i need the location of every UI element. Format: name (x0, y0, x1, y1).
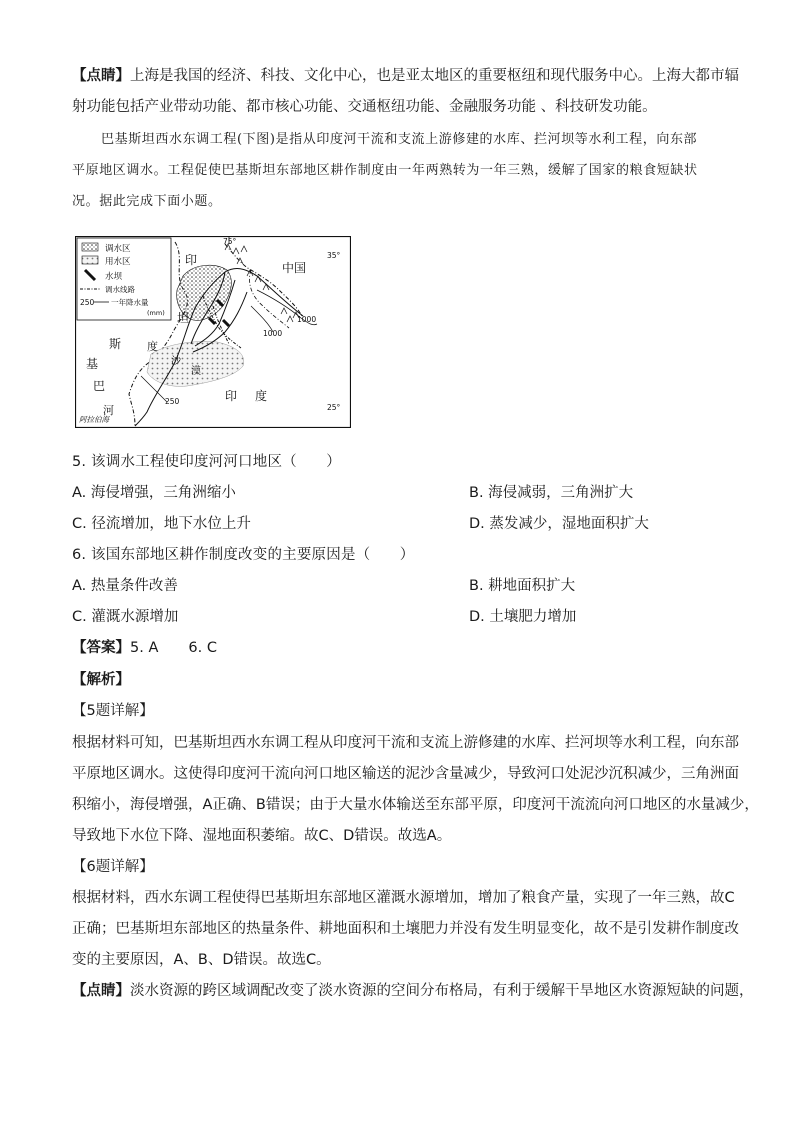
q5-option-a: A. 海侵增强，三角洲缩小 (72, 485, 236, 501)
legend-transfer-in-swatch (82, 256, 98, 264)
q6-option-a: A. 热量条件改善 (72, 578, 178, 594)
label-isohyet-1000b: 1000 (263, 329, 283, 338)
closing-tip-text: 淡水资源的跨区域调配改变了淡水资源的空间分布格局，有利于缓解干旱地区水资源短缺的问题， (130, 983, 754, 999)
tip-paragraph-line-2: 射功能包括产业带动功能、都市核心功能、交通枢纽功能、金融服务功能 、科技研发功能。 (72, 99, 657, 115)
detail6-tag: 【6题详解】 (72, 859, 154, 875)
label-pakistan-5: 巴 (93, 379, 106, 393)
q6-row-2 (72, 607, 577, 627)
q6-option-c: C. 灌溉水源增加 (72, 609, 179, 625)
detail6-line-3: 变的主要原因，A、B、D错误。故选C。 (72, 952, 331, 968)
legend-transfer-out-swatch (82, 243, 98, 251)
label-pakistan-4: 基 (86, 357, 99, 371)
legend-isohyet-label: 一年降水量 (111, 298, 149, 307)
label-china: 中国 (282, 261, 307, 275)
q6-option-b: B. 耕地面积扩大 (469, 578, 576, 594)
q5-option-d: D. 蒸发减少，湿地面积扩大 (469, 516, 649, 532)
label-pakistan-1: 印 (185, 253, 198, 267)
label-desert-2: 漠 (191, 366, 201, 377)
label-pakistan-2: 坦 (177, 311, 190, 325)
material-line-1: 巴基斯坦西水东调工程(下图)是指从印度河干流和支流上游修建的水库、拦河坝等水利工程，向东部 (101, 132, 698, 147)
detail5-line-3: 积缩小，海侵增强，A正确、B错误；由于大量水体输送至东部平原，印度河干流流向河口地区的水量减少， (72, 797, 759, 813)
legend-isohyet-unit: (mm) (147, 309, 165, 317)
material-line-2: 平原地区调水。工程促使巴基斯坦东部地区耕作制度由一年两熟转为一年三熟，缓解了国家的粮食短缺状 (72, 163, 698, 178)
answer-line (72, 638, 217, 658)
detail5-line-2: 平原地区调水。这使得印度河干流向河口地区输送的泥沙含量减少，导致河口处泥沙沉积减少，三角洲面 (72, 766, 739, 782)
legend-route: 调水线路 (105, 285, 135, 294)
material-line-3: 况。据此完成下面小题。 (72, 194, 222, 209)
detail5-tag: 【5题详解】 (72, 703, 154, 719)
q5-option-b: B. 海侵减弱，三角洲扩大 (469, 485, 634, 501)
q6-row-1 (72, 576, 576, 596)
q5-option-c: C. 径流增加，地下水位上升 (72, 516, 251, 532)
answer-6: 6. C (188, 640, 217, 656)
analysis-tag: 【解析】 (72, 672, 130, 688)
water-transfer-map (75, 236, 351, 428)
label-desert-1: 沙 (171, 356, 181, 367)
answer-tag: 【答案】 (72, 640, 130, 656)
tip-tag: 【点睛】 (72, 68, 130, 84)
q5-row-1 (72, 483, 634, 503)
label-pakistan-3: 斯 (109, 337, 122, 351)
tip-paragraph-line-1 (72, 66, 739, 86)
label-river-1: 度 (147, 340, 158, 353)
tip-text-1: 上海是我国的经济、科技、文化中心，也是亚太地区的重要枢纽和现代服务中心。上海大都市辐 (130, 68, 739, 84)
label-river-2: 河 (103, 404, 114, 417)
answer-5: 5. A (130, 640, 159, 656)
detail6-line-1: 根据材料，西水东调工程使得巴基斯坦东部地区灌溉水源增加，增加了粮食产量，实现了一年三熟，故C (72, 890, 735, 906)
legend-transfer-in: 用水区 (105, 257, 131, 267)
q6-option-d: D. 土壤肥力增加 (469, 609, 577, 625)
closing-tip-line (72, 981, 754, 1001)
q6-stem: 6. 该国东部地区耕作制度改变的主要原因是（ ） (72, 547, 415, 563)
legend-isohyet-value: 250 (80, 298, 95, 307)
q5-stem: 5. 该调水工程使印度河河口地区（ ） (72, 454, 341, 470)
q5-row-2 (72, 514, 649, 534)
detail6-line-2: 正确；巴基斯坦东部地区的热量条件、耕地面积和土壤肥力并没有发生明显变化，故不是引发耕作制度改 (72, 921, 739, 937)
detail5-line-4: 导致地下水位下降、湿地面积萎缩。故C、D错误。故选A。 (72, 828, 452, 844)
map-legend (77, 238, 171, 320)
lat-25-label: 25° (327, 403, 341, 412)
label-india-2: 度 (255, 389, 268, 403)
label-arabian-sea: 阿拉伯海 (79, 415, 109, 424)
closing-tip-tag: 【点睛】 (72, 983, 130, 999)
legend-transfer-out: 调水区 (105, 244, 131, 254)
lat-35-label: 35° (327, 251, 341, 260)
legend-dam: 水坝 (105, 272, 123, 282)
label-isohyet-1000a: 1000 (297, 315, 317, 324)
lon-75-label: 75° (223, 237, 237, 246)
detail5-line-1: 根据材料可知，巴基斯坦西水东调工程从印度河干流和支流上游修建的水库、拦河坝等水利工程，向东部 (72, 735, 739, 751)
label-isohyet-250: 250 (165, 397, 180, 406)
label-india-1: 印 (225, 389, 238, 403)
